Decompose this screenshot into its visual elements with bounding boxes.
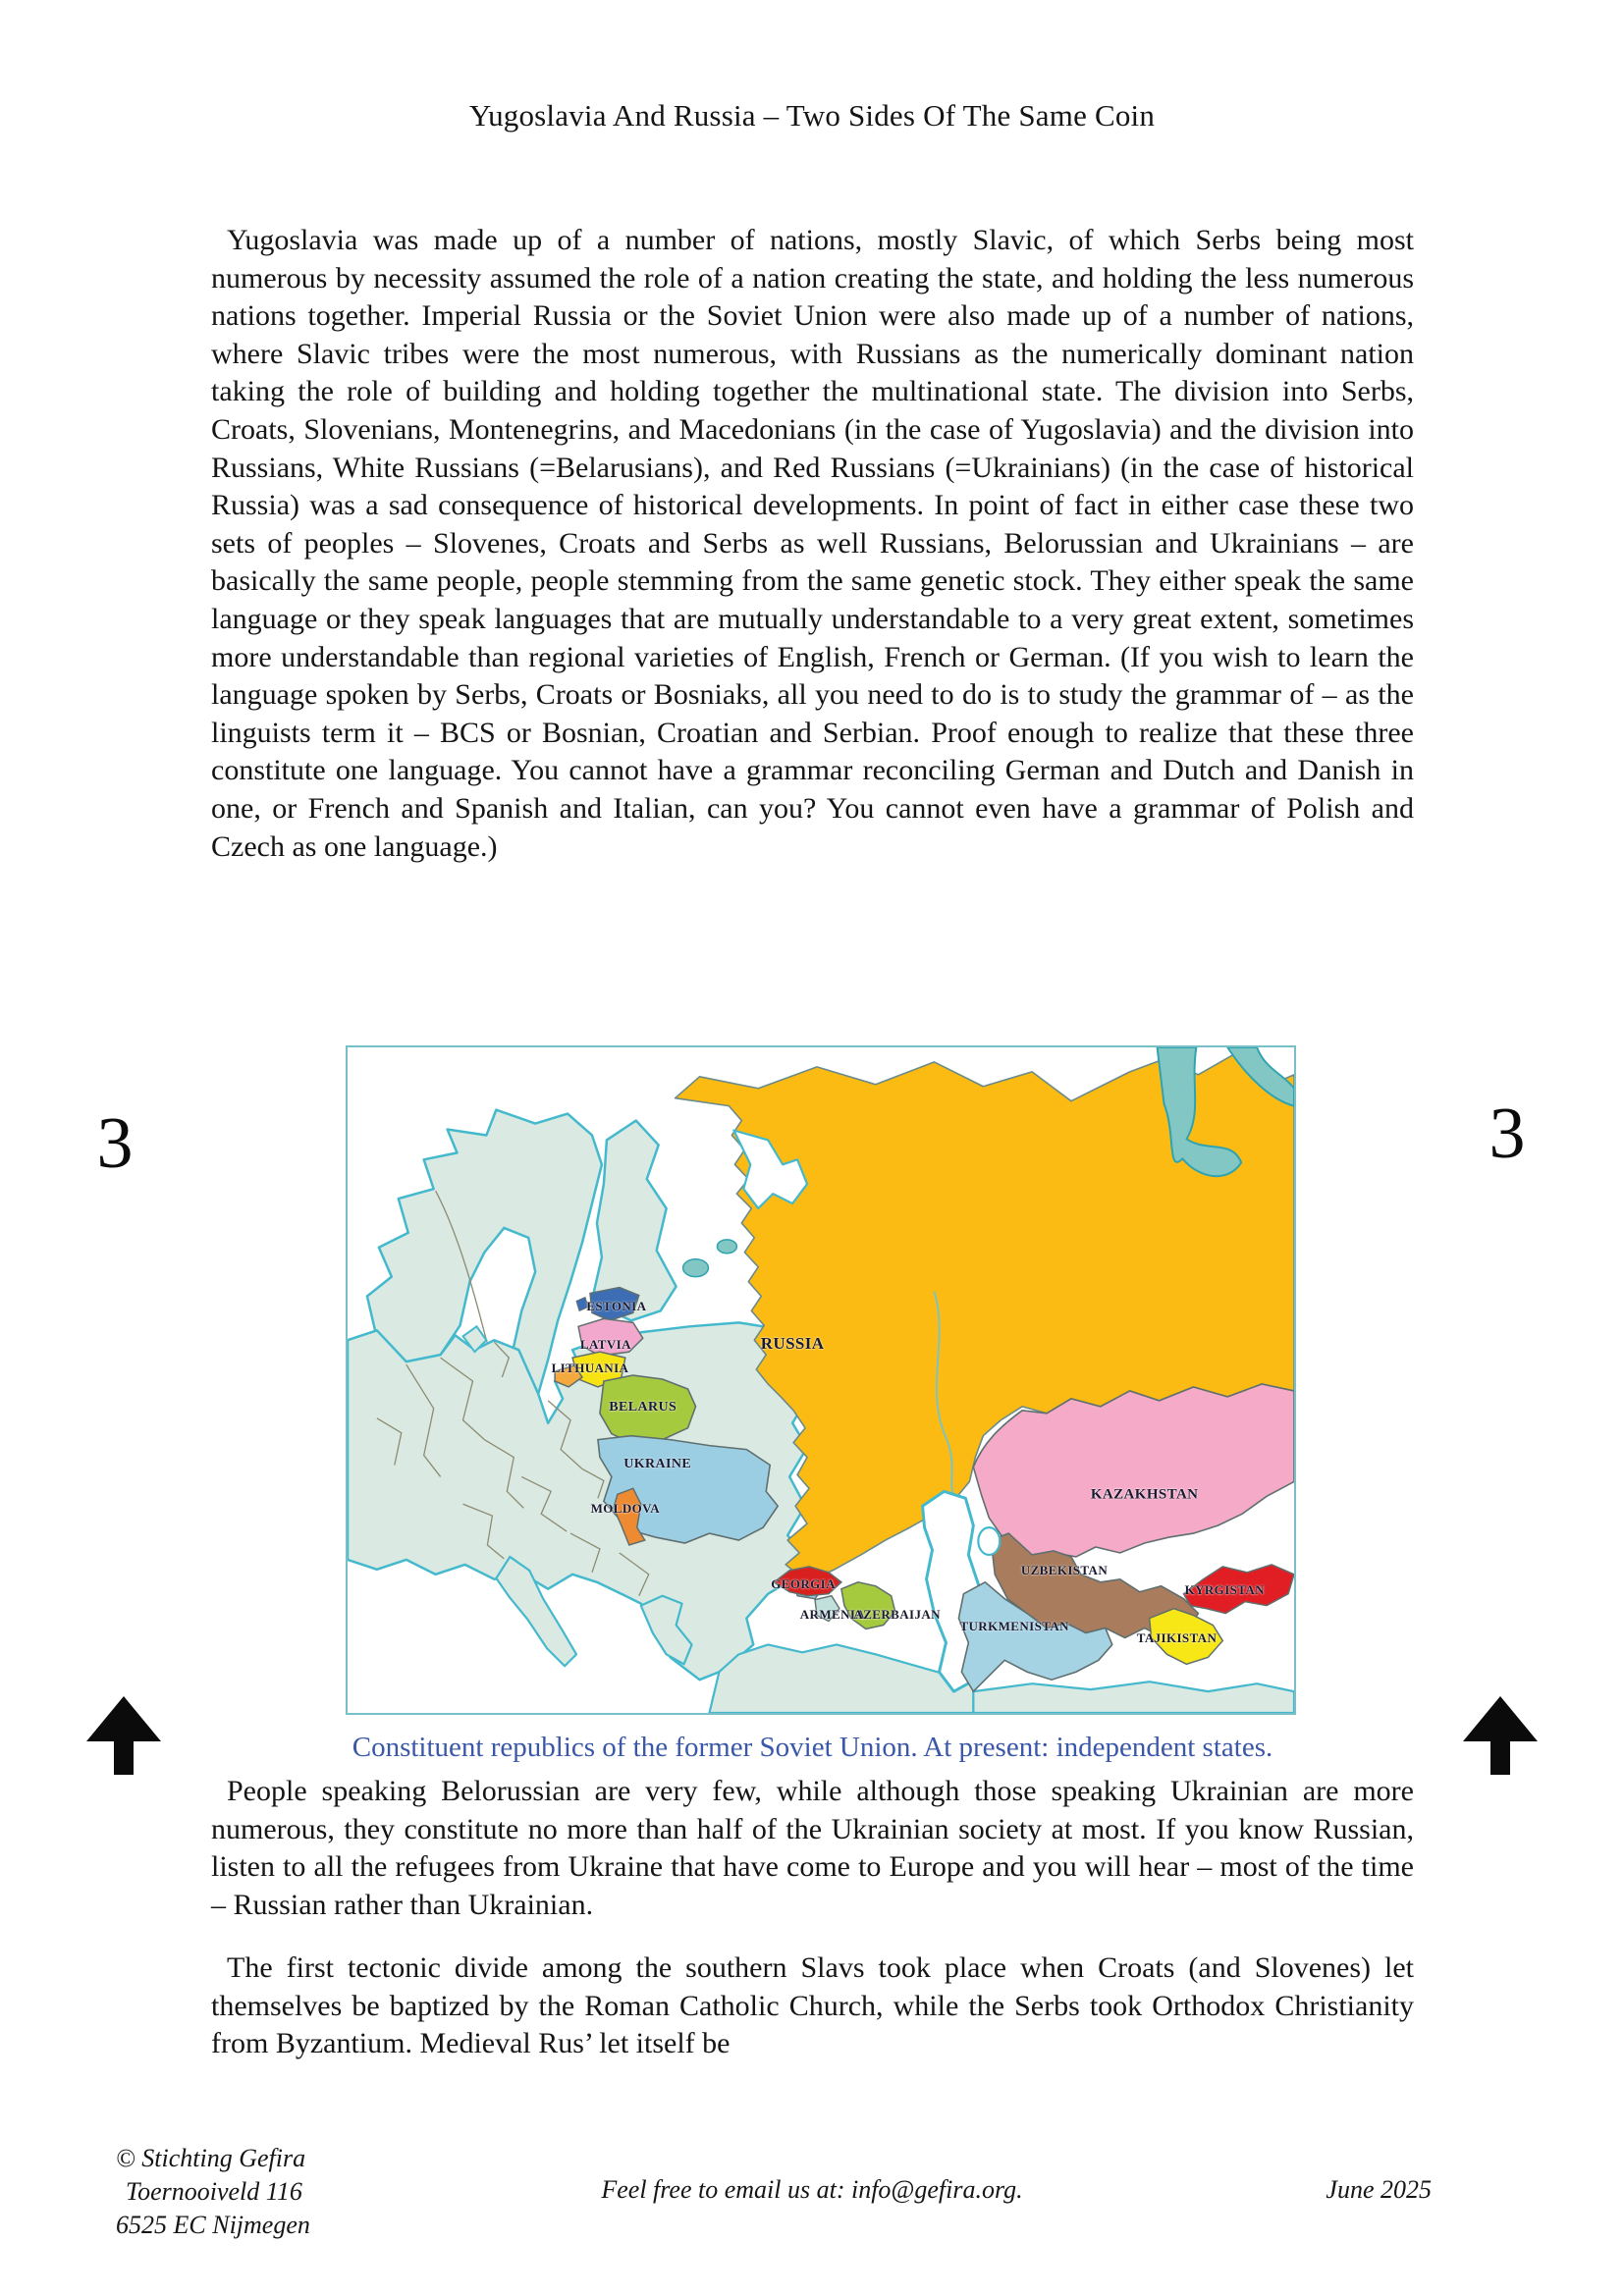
map-label-latvia: LATVIA xyxy=(579,1337,631,1353)
map-label-georgia: GEORGIA xyxy=(771,1575,836,1591)
map-label-russia: RUSSIA xyxy=(760,1334,825,1354)
map-label-uzbekistan: UZBEKISTAN xyxy=(1020,1562,1109,1577)
footer-address-2: 6525 EC Nijmegen xyxy=(116,2211,310,2239)
up-arrow-left-icon xyxy=(86,1696,161,1775)
figure-caption: Constituent republics of the former Soviet Union. At present: independent states. xyxy=(352,1732,1273,1763)
aral-sea xyxy=(978,1527,1000,1555)
footer-address-1: Toernooiveld 116 xyxy=(126,2177,302,2206)
footer-date: June 2025 xyxy=(1326,2175,1432,2204)
footer-contact: Feel free to email us at: info@gefira.org. xyxy=(601,2175,1023,2204)
paragraph-2: People speaking Belorussian are very few, while although those speaking Ukrainian are more numerous, they constitute no more than half of the Ukrainian society at most. If you know Russian, listen to all the refugees from Ukraine that have come to Europe and you will hear – most of the time – Russian rather than Ukrainian. xyxy=(211,1775,1414,1921)
lake-onega xyxy=(717,1240,736,1254)
page-title: Yugoslavia And Russia – Two Sides Of The Same Coin xyxy=(468,98,1156,133)
map-label-tajikistan: TAJIKISTAN xyxy=(1136,1630,1218,1646)
page-number-right: 3 xyxy=(1489,1094,1526,1174)
map-label-kazakhstan: KAZAKHSTAN xyxy=(1090,1486,1199,1503)
page-number-left: 3 xyxy=(96,1103,134,1184)
up-arrow-right-icon xyxy=(1463,1696,1538,1775)
map-label-turkmenistan: TURKMENISTAN xyxy=(959,1618,1069,1633)
map-label-armenia: ARMENIA xyxy=(799,1606,866,1622)
paragraph-3: The first tectonic divide among the southern Slavs took place when Croats (and Slovenes) let themselves be baptized by the Roman Catholic Church, while the Serbs took Orthodox Christianity from Byzantium. Medieval Rus’ let itself be xyxy=(211,1951,1414,2060)
map-label-kyrgistan: KYRGISTAN xyxy=(1184,1581,1265,1597)
map-label-moldova: MOLDOVA xyxy=(590,1501,661,1517)
lake-ladoga xyxy=(683,1259,709,1277)
map-figure xyxy=(346,1045,1296,1715)
land-south-strip xyxy=(973,1682,1294,1713)
map-label-belarus: BELARUS xyxy=(609,1399,677,1415)
map-label-ukraine: UKRAINE xyxy=(623,1457,692,1472)
footer-copyright: © Stichting Gefira xyxy=(116,2144,306,2172)
map-label-estonia: ESTONIA xyxy=(586,1299,647,1314)
paragraph-1: Yugoslavia was made up of a number of nations, mostly Slavic, of which Serbs being most numerous by necessity assumed the role of a nation creating the state, and holding the less numerous nations together. Imperial Russia or the Soviet Union were also made up of a number of nations, where Slavic tribes were the most numerous, with Russians as the numerically dominant nation taking the role of building and holding together the multinational state. The division into Serbs, Croats, Slovenians, Montenegrins, and Macedonians (in the case of Yugoslavia) and the division into Russians, White Russians (=Belarusians), and Red Russians (=Ukrainians) (in the case of historical Russia) was a sad consequence of historical developments. In point of fact in either case these two sets of peoples – Slovenes, Croats and Serbs as well Russians, Belorussian and Ukrainians – are basically the same people, people stemming from the same genetic stock. They either speak the same language or they speak languages that are mutually understandable to a very great extent, sometimes more understandable than regional varieties of English, French or German. (If you wish to learn the language spoken by Serbs, Croats or Bosniaks, all you need to do is to study the grammar of – as the linguists term it – BCS or Bosnian, Croatian and Serbian. Proof enough to realize that these three constitute one language. You cannot have a grammar reconciling German and Dutch and Danish in one, or French and Spanish and Italian, can you? You cannot even have a grammar of Polish and Czech as one language.) xyxy=(211,224,1414,863)
map-label-lithuania: LITHUANIA xyxy=(551,1361,629,1376)
map-label-azerbaijan: AZERBAIJAN xyxy=(853,1606,941,1622)
